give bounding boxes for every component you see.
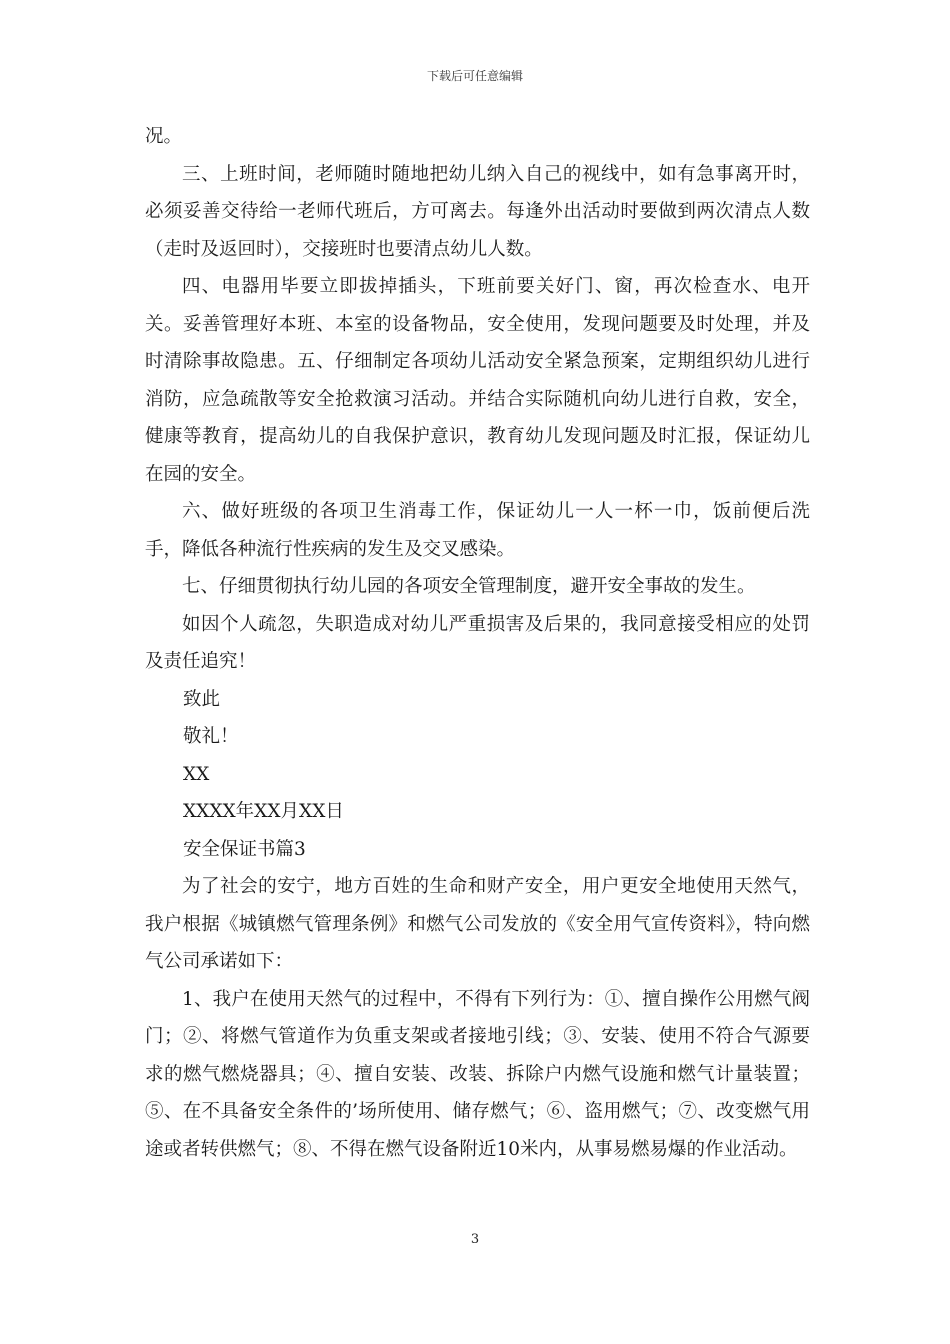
paragraph-continuation: 况。 (145, 126, 183, 147)
signature: XX (183, 763, 210, 785)
date: XXXX年XX月XX日 (183, 801, 344, 822)
section-title: 安全保证书篇3 (183, 838, 306, 860)
document-body (145, 118, 810, 1168)
paragraph-item-4-5: 四、电器用毕要立即拔掉插头，下班前要关好门、窗，再次检查水、电开关。妥善管理好本班、本室的设备物品，安全使用，发现问题要及时处理，并及时清除事故隐患。五、仔细制定各项幼儿活动安全紧急预案，定期组织幼儿进行消防，应急疏散等安全抢救演习活动。并结合实际随机向幼儿进行自救，安全，健康等教育，提高幼儿的自我保护意识，教育幼儿发现问题及时汇报，保证幼儿在园的安全。 (145, 276, 810, 485)
closing-salutation-1: 致此 (183, 688, 221, 710)
paragraph-item-3: 三、上班时间，老师随时随地把幼儿纳入自己的视线中，如有急事离开时，必须妥善交待给一老师代班后，方可离去。每逢外出活动时要做到两次清点人数（走时及返回时），交接班时也要清点幼儿人数。 (145, 163, 810, 260)
header-note: 下载后可任意编辑 (426, 69, 523, 83)
paragraph-responsibility: 如因个人疏忽，失职造成对幼儿严重损害及后果的，我同意接受相应的处罚及责任追究！ (145, 613, 810, 672)
paragraph-item-6: 六、做好班级的各项卫生消毒工作，保证幼儿一人一杯一巾，饭前便后洗手，降低各种流行性疾病的发生及交叉感染。 (145, 501, 810, 560)
page-number: 3 (470, 1232, 480, 1247)
closing-salutation-2: 敬礼！ (183, 726, 239, 747)
paragraph-item-7: 七、仔细贯彻执行幼儿园的各项安全管理制度，避开安全事故的发生。 (182, 576, 756, 597)
section-item-1-paragraph: 1、我户在使用天然气的过程中，不得有下列行为：①、擅自操作公用燃气阀门；②、将燃气管道作为负重支架或者接地引线；③、安装、使用不符合气源要求的燃气燃烧器具；④、擅自安装、改装、拆除户内燃气设施和燃气计量装置；⑤、在不具备安全条件的’场所使用、储存燃气；⑥、盗用燃气；⑦、改变燃气用途或者转供燃气；⑧、不得在燃气设备附近10米内，从事易燃易爆的作业活动。 (145, 988, 810, 1160)
section-intro-paragraph: 为了社会的安宁，地方百姓的生命和财产安全，用户更安全地使用天然气，我户根据《城镇燃气管理条例》和燃气公司发放的《安全用气宣传资料》，特向燃气公司承诺如下： (145, 876, 810, 972)
